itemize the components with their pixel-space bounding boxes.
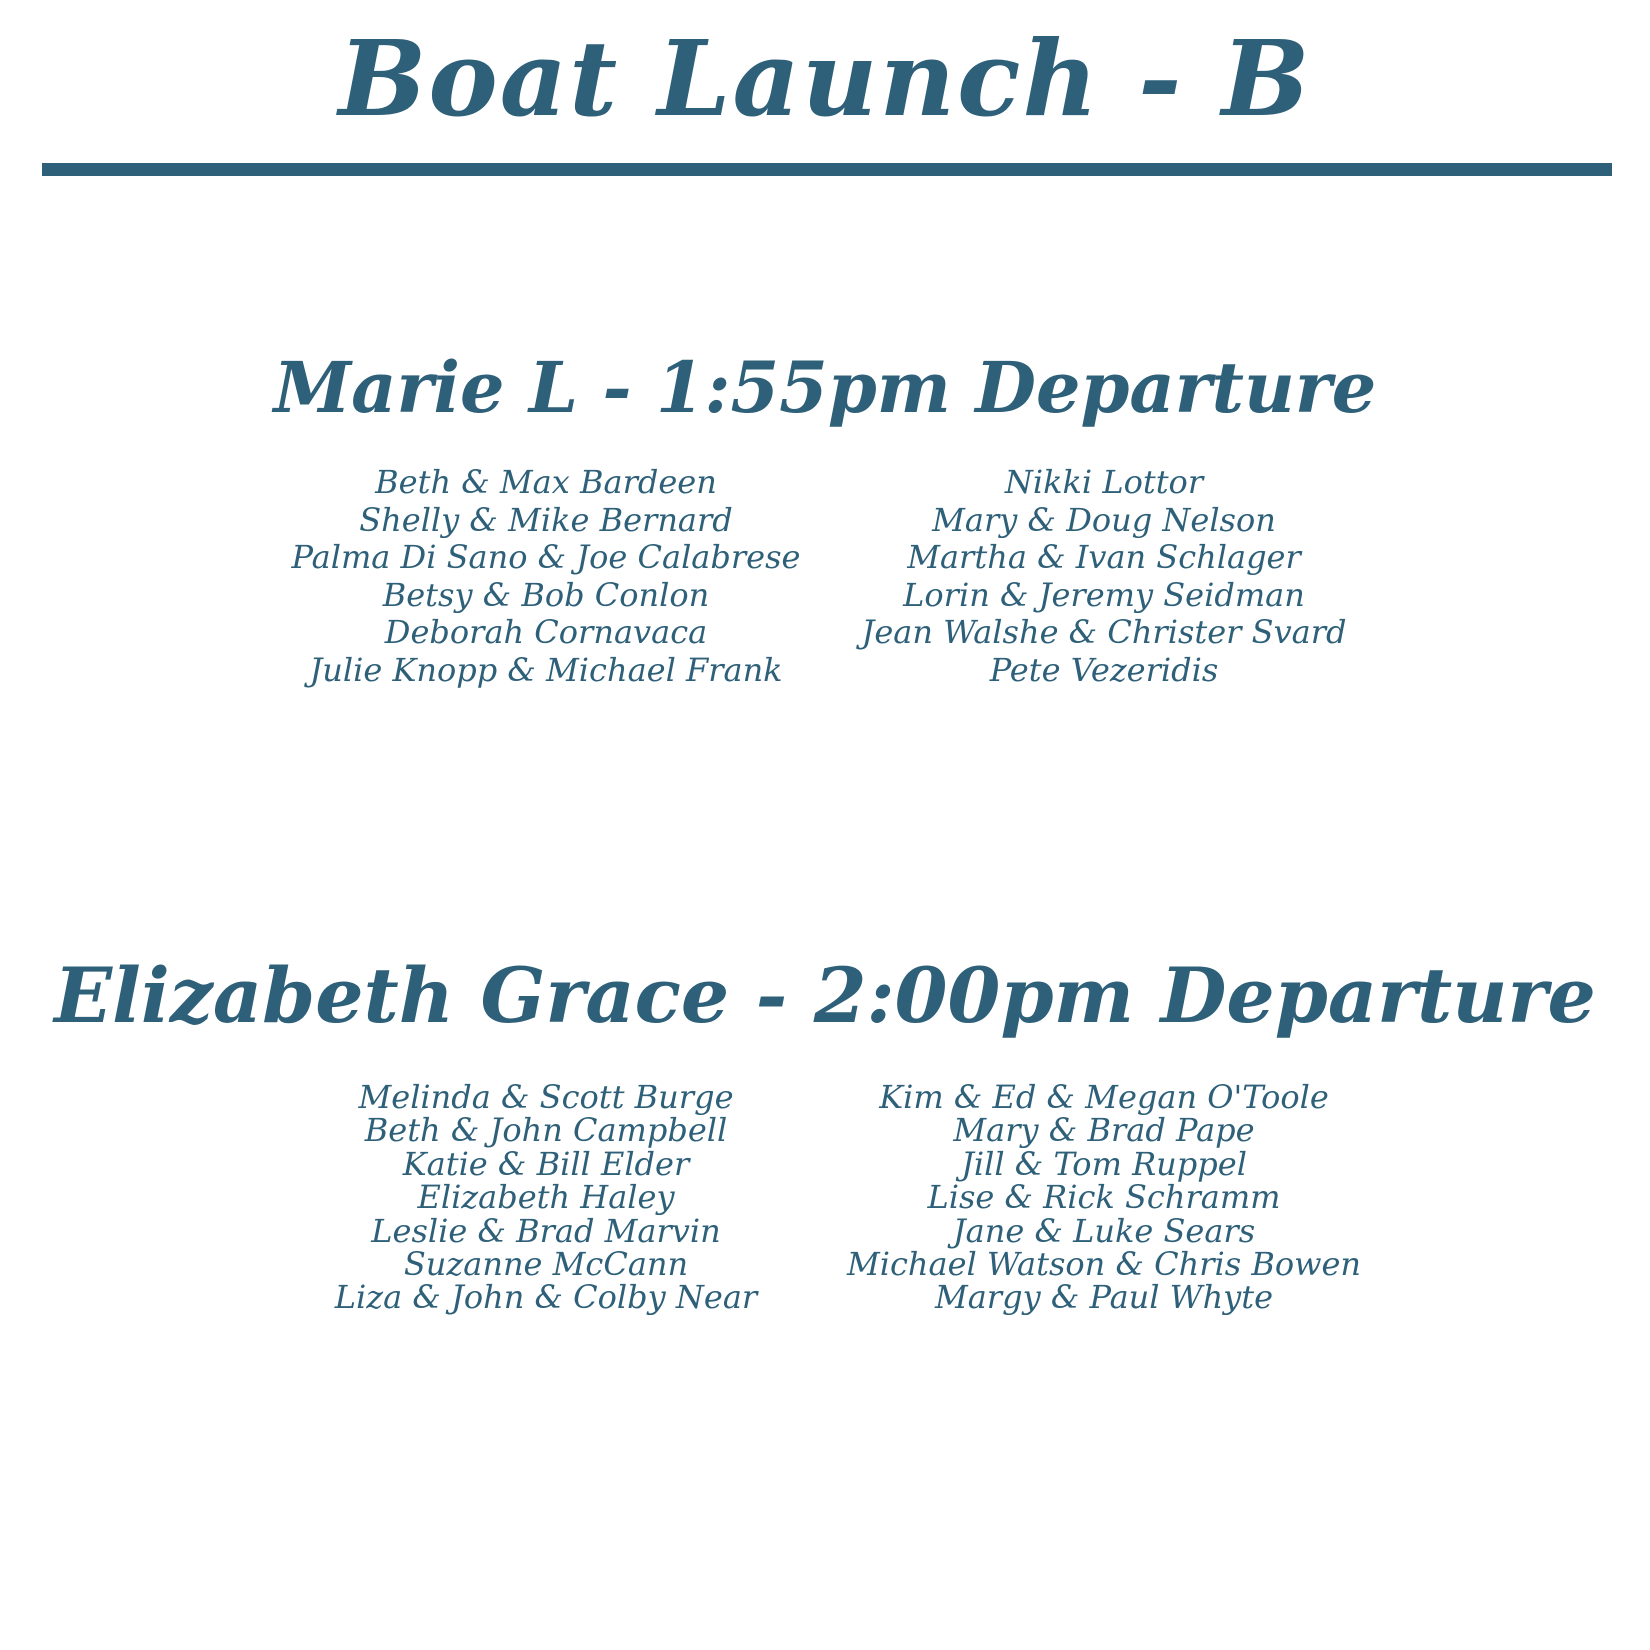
guest-name: Shelly & Mike Bernard — [359, 500, 733, 539]
guest-name: Margy & Paul Whyte — [934, 1278, 1274, 1317]
guest-name: Lorin & Jeremy Seidman — [903, 575, 1305, 614]
page-title: Boat Launch - B — [338, 17, 1312, 140]
elizabeth-grace-guest-list-right — [824, 1078, 1384, 1317]
guest-name: Melinda & Scott Burge — [358, 1078, 734, 1116]
elizabeth-grace-guest-list-left — [266, 1078, 826, 1317]
guest-name: Jean Walshe & Christer Svard — [861, 613, 1347, 652]
marie-l-guest-list-left — [266, 464, 826, 690]
guest-name: Elizabeth Haley — [417, 1178, 675, 1217]
marie-l-guest-list-right — [824, 464, 1384, 690]
guest-name: Mary & Brad Pape — [953, 1111, 1255, 1150]
guest-name: Betsy & Bob Conlon — [382, 575, 710, 614]
guest-name: Beth & Max Bardeen — [375, 463, 717, 501]
title-divider — [42, 163, 1612, 176]
guest-name: Suzanne McCann — [403, 1245, 689, 1284]
guest-name: Pete Vezeridis — [989, 650, 1219, 689]
guest-name: Nikki Lottor — [1004, 463, 1204, 501]
guest-name: Deborah Cornavaca — [384, 613, 708, 652]
guest-name: Michael Watson & Chris Bowen — [846, 1245, 1362, 1284]
guest-name: Jill & Tom Ruppel — [961, 1144, 1247, 1183]
guest-name: Liza & John & Colby Near — [334, 1278, 758, 1317]
guest-name: Martha & Ivan Schlager — [907, 538, 1301, 577]
guest-name: Leslie & Brad Marvin — [371, 1211, 721, 1250]
guest-name: Jane & Luke Sears — [952, 1211, 1256, 1250]
guest-name: Kim & Ed & Megan O'Toole — [879, 1078, 1329, 1116]
guest-name: Lise & Rick Schramm — [927, 1178, 1281, 1217]
guest-name: Beth & John Campbell — [364, 1111, 728, 1150]
section-heading-marie-l: Marie L - 1:55pm Departure — [273, 346, 1377, 429]
guest-name: Mary & Doug Nelson — [932, 500, 1276, 539]
guest-name: Palma Di Sano & Joe Calabrese — [291, 538, 801, 577]
guest-name: Julie Knopp & Michael Frank — [309, 650, 783, 689]
guest-name: Katie & Bill Elder — [402, 1144, 690, 1183]
section-heading-elizabeth-grace: Elizabeth Grace - 2:00pm Departure — [54, 951, 1596, 1040]
